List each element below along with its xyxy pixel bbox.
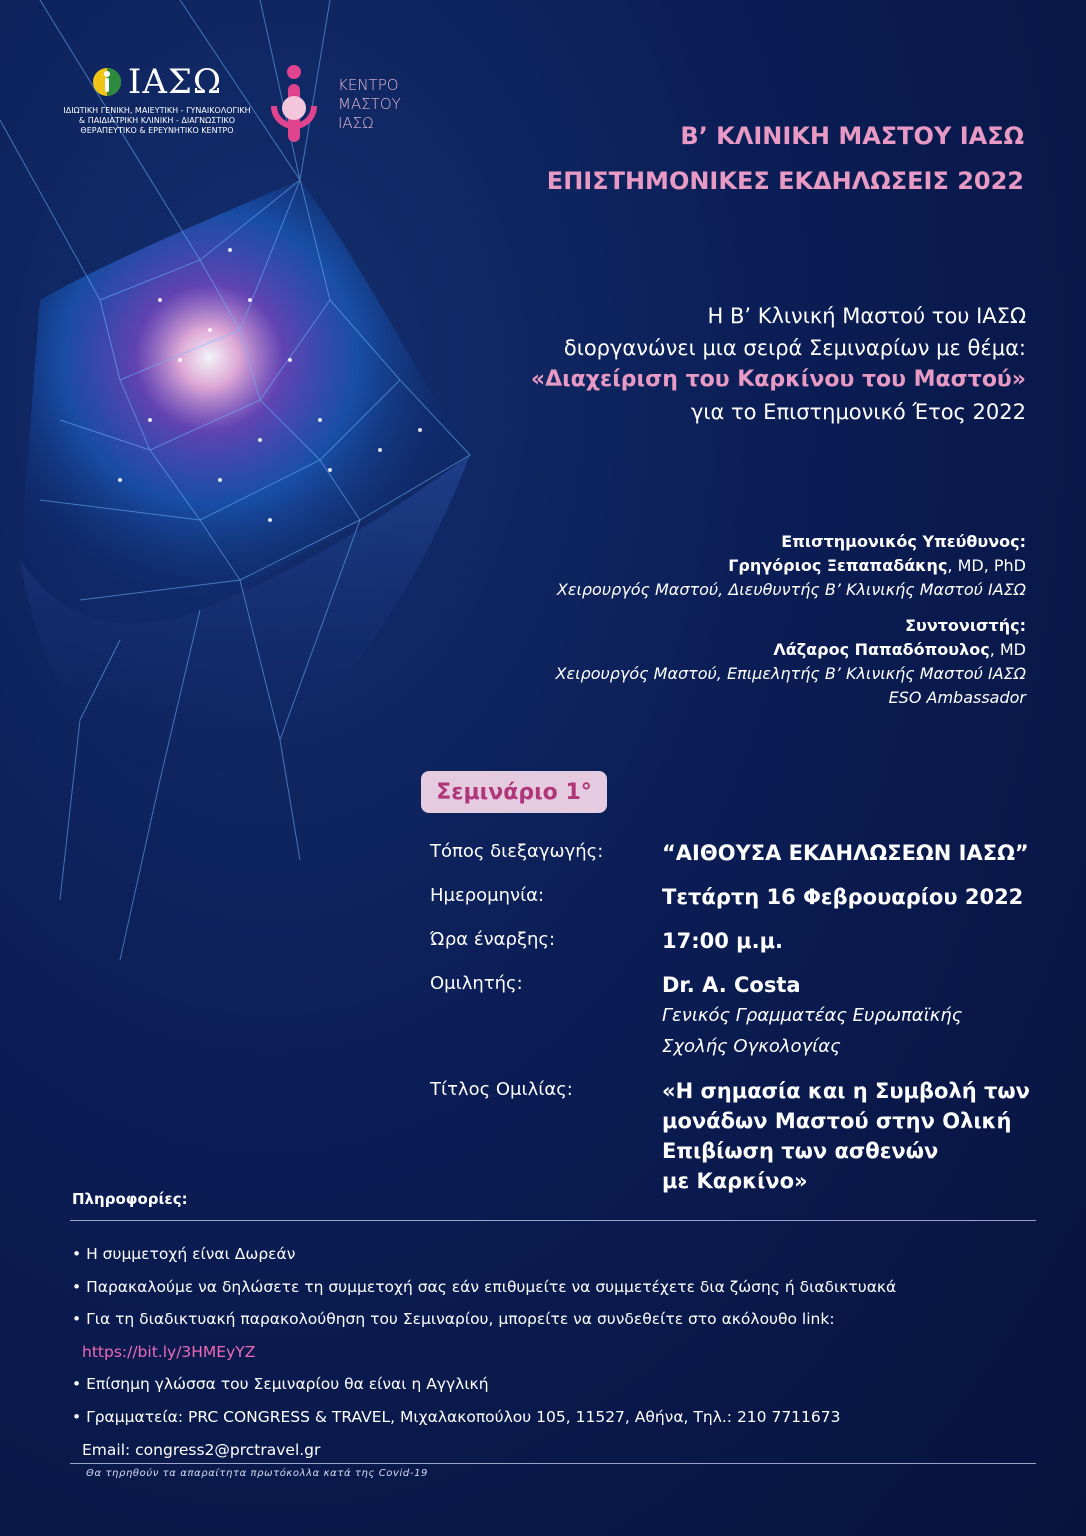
speaker-label: Ομιλητής: <box>430 973 523 994</box>
info-item-online: • Για τη διαδικτυακή παρακολούθηση του Σεμιναρίου, μπορείτε να συνδεθείτε στο ακόλουθο link: <box>72 1310 835 1329</box>
iaso-logo-subtitle: ΙΔΙΩΤΙΚΗ ΓΕΝΙΚΗ, ΜΑΙΕΥΤΙΚΗ - ΓΥΝΑΙΚΟΛΟΓΙΚΗ & ΠΑΙΔΙΑΤΡΙΚΗ ΚΛΙΝΙΚΗ - ΔΙΑΓΝΩΣΤΙΚΟ ΘΕΡΑΠΕΥΤΙΚΟ & ΕΡΕΥΝΗΤΙΚΟ ΚΕΝΤΡΟ <box>63 106 251 135</box>
seminar-link[interactable]: https://bit.ly/3HMEyYZ <box>82 1342 256 1361</box>
iaso-emblem-icon <box>92 65 122 99</box>
time-label: Ώρα έναρξης: <box>430 929 556 950</box>
coordinator-position: Χειρουργός Μαστού, Επιμελητής Β’ Κλινικής Μαστού ΙΑΣΩ <box>555 664 1026 683</box>
breast-center-emblem-icon <box>262 62 326 146</box>
detail-row-time <box>430 926 1040 956</box>
info-item-language: • Επίσημη γλώσσα του Σεμιναρίου θα είναι η Αγγλική <box>72 1375 489 1394</box>
seminar-details <box>430 838 1040 1210</box>
speaker-value <box>662 970 962 1062</box>
coordinator-name: Λάζαρος Παπαδόπουλος <box>773 640 990 659</box>
time-value: 17:00 μ.μ. <box>662 929 784 953</box>
event-title-clinic: Β’ ΚΛΙΝΙΚΗ ΜΑΣΤΟΥ ΙΑΣΩ <box>680 122 1024 150</box>
breast-center-logo <box>262 62 401 146</box>
breast-center-logo-text: ΚΕΝΤΡΟ ΜΑΣΤΟΥ ΙΑΣΩ <box>338 75 401 132</box>
speaker-name: Dr. A. Costa <box>662 973 801 997</box>
speaker-role-line-1: Γενικός Γραμματέας Ευρωπαϊκής <box>662 1005 963 1026</box>
scientific-head-degree: , MD, PhD <box>947 556 1026 575</box>
coordinator-role: Συντονιστής: <box>905 616 1026 635</box>
detail-row-speaker <box>430 970 1040 1062</box>
intro-line-1: Η Β’ Κλινική Μαστού του ΙΑΣΩ <box>707 304 1026 328</box>
intro-paragraph <box>531 300 1026 428</box>
info-heading: Πληροφορίες: <box>72 1190 188 1208</box>
talk-label: Τίτλος Ομιλίας: <box>430 1079 573 1100</box>
event-title-events: ΕΠΙΣΤΗΜΟΝΙΚΕΣ ΕΚΔΗΛΩΣΕΙΣ 2022 <box>546 167 1024 195</box>
date-value: Τετάρτη 16 Φεβρουαρίου 2022 <box>662 885 1024 909</box>
scientific-head-name-line <box>556 554 1026 578</box>
info-link-row <box>72 1336 896 1369</box>
intro-line-2: διοργανώνει μια σειρά Σεμιναρίων με θέμα: <box>563 336 1026 360</box>
scientific-head-role: Επιστημονικός Υπεύθυνος: <box>781 532 1026 551</box>
info-item-free: • Η συμμετοχή είναι Δωρεάν <box>72 1245 296 1263</box>
info-list <box>72 1238 896 1466</box>
scientific-head-name: Γρηγόριος Ξεπαπαδάκης <box>728 556 948 575</box>
coordinator-name-line <box>556 638 1026 662</box>
info-email[interactable]: Email: congress2@prctravel.gr <box>82 1440 321 1459</box>
detail-row-venue <box>430 838 1040 868</box>
covid-note: Θα τηρηθούν τα απαραίτητα πρωτόκολλα κατά της Covid-19 <box>86 1468 428 1479</box>
intro-line-4: για το Επιστημονικό Έτος 2022 <box>690 400 1026 424</box>
iaso-logo <box>52 62 262 136</box>
info-divider-top <box>70 1220 1036 1221</box>
date-label: Ημερομηνία: <box>430 885 545 906</box>
talk-title: «Η σημασία και η Συμβολή των μονάδων Μαστού στην Ολική Επιβίωση των ασθενών με Καρκίνο» <box>662 1079 1030 1193</box>
info-divider-bottom <box>70 1463 1036 1464</box>
coordinator-extra: ESO Ambassador <box>888 688 1026 707</box>
info-item-register: • Παρακαλούμε να δηλώσετε τη συμμετοχή σας εάν επιθυμείτε να συμμετέχετε δια ζώσης ή διαδικτυακά <box>72 1277 897 1296</box>
venue-value: “ΑΙΘΟΥΣΑ ΕΚΔΗΛΩΣΕΩΝ ΙΑΣΩ” <box>662 841 1029 865</box>
scientific-head-position: Χειρουργός Μαστού, Διευθυντής Β’ Κλινικής Μαστού ΙΑΣΩ <box>556 580 1026 599</box>
info-item-secretariat: • Γραμματεία: PRC CONGRESS & TRAVEL, Μιχαλακοπούλου 105, 11527, Αθήνα, Τηλ.: 210 7711673 <box>72 1407 841 1426</box>
coordinator-degree: , MD <box>989 640 1026 659</box>
detail-row-talk <box>430 1076 1040 1196</box>
speaker-role-line-2: Σχολής Ογκολογίας <box>662 1036 841 1057</box>
venue-label: Τόπος διεξαγωγής: <box>430 841 604 862</box>
iaso-logo-word: ΙΑΣΩ <box>127 62 223 102</box>
seminar-badge: Σεμινάριο 1° <box>421 771 607 813</box>
intro-topic: «Διαχείριση του Καρκίνου του Μαστού» <box>530 367 1026 392</box>
detail-row-date <box>430 882 1040 912</box>
organizers-block <box>556 530 1026 710</box>
